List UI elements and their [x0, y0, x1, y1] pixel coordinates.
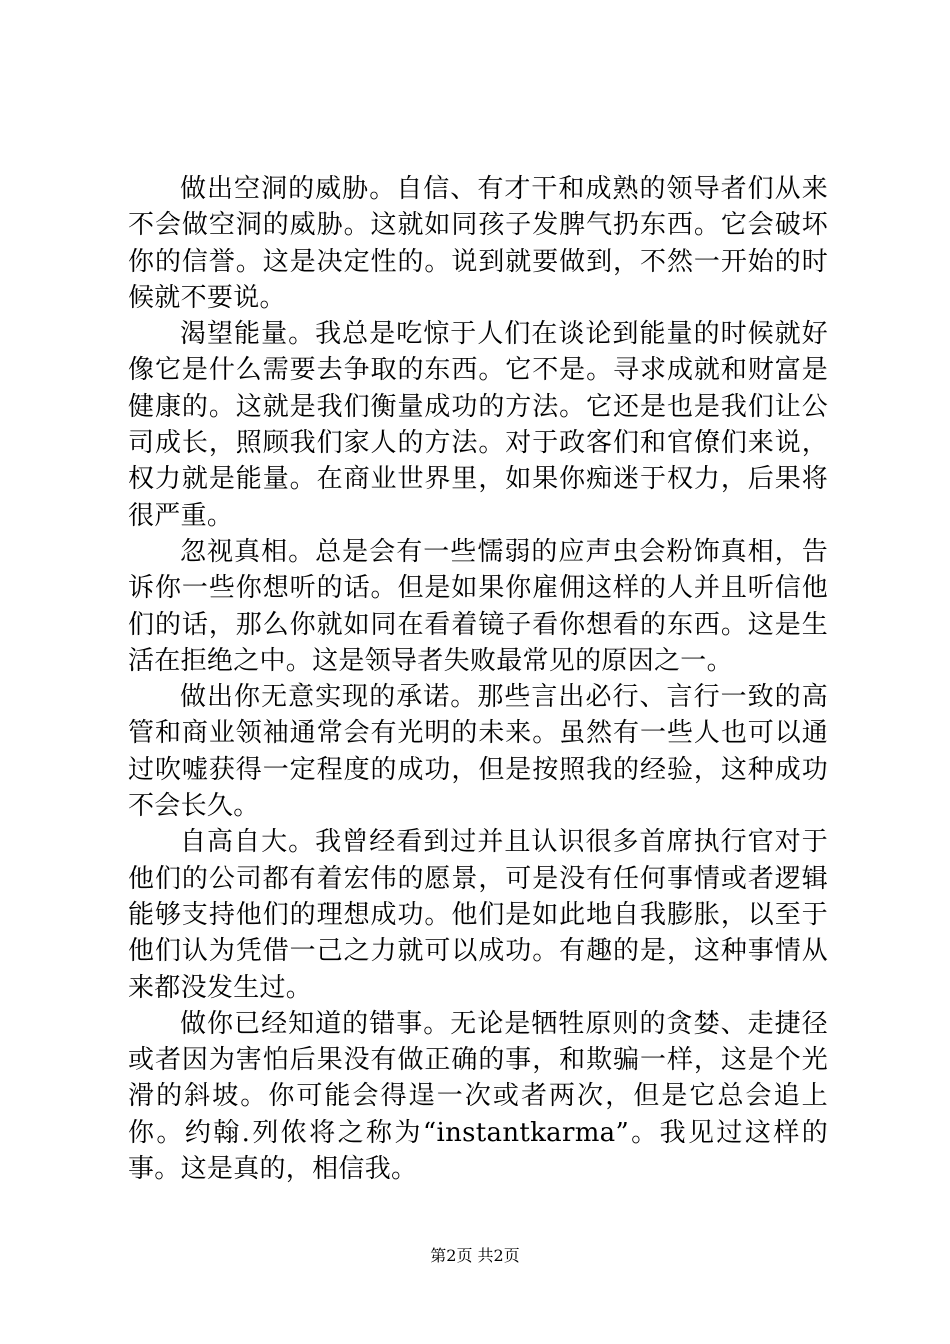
paragraph-known-wrongs: 做你已经知道的错事。无论是牺牲原则的贪婪、走捷径或者因为害怕后果没有做正确的事，和欺骗一样，这是个光滑的斜坡。你可能会得逞一次或者两次，但是它总会追上你。约翰.列侬将之称为“instantkarma”。我见过这样的事。这是真的，相信我。 [128, 1008, 828, 1185]
paragraph-broken-promises: 做出你无意实现的承诺。那些言出必行、言行一致的高管和商业领袖通常会有光明的未来。虽然有一些人也可以通过吹嘘获得一定程度的成功，但是按照我的经验，这种成功不会长久。 [128, 682, 828, 822]
paragraph-ignoring-truth: 忽视真相。总是会有一些懦弱的应声虫会粉饰真相，告诉你一些你想听的话。但是如果你雇佣这样的人并且听信他们的话，那么你就如同在看着镜子看你想看的东西。这是生活在拒绝之中。这是领导者失败最常见的原因之一。 [128, 536, 828, 676]
document-body [128, 171, 828, 1187]
page-number-footer: 第2页 共2页 [430, 1246, 520, 1265]
paragraph-craving-power: 渴望能量。我总是吃惊于人们在谈论到能量的时候就好像它是什么需要去争取的东西。它不是。寻求成就和财富是健康的。这就是我们衡量成功的方法。它还是也是我们让公司成长，照顾我们家人的方法。对于政客们和官僚们来说，权力就是能量。在商业世界里，如果你痴迷于权力，后果将很严重。 [128, 319, 828, 531]
paragraph-empty-threats: 做出空洞的威胁。自信、有才干和成熟的领导者们从来不会做空洞的威胁。这就如同孩子发脾气扔东西。它会破坏你的信誉。这是决定性的。说到就要做到，不然一开始的时候就不要说。 [128, 174, 828, 313]
paragraph-arrogance: 自高自大。我曾经看到过并且认识很多首席执行官对于他们的公司都有着宏伟的愿景，可是没有任何事情或者逻辑能够支持他们的理想成功。他们是如此地自我膨胀，以至于他们认为凭借一己之力就可以成功。有趣的是，这种事情从来都没发生过。 [128, 827, 828, 1003]
